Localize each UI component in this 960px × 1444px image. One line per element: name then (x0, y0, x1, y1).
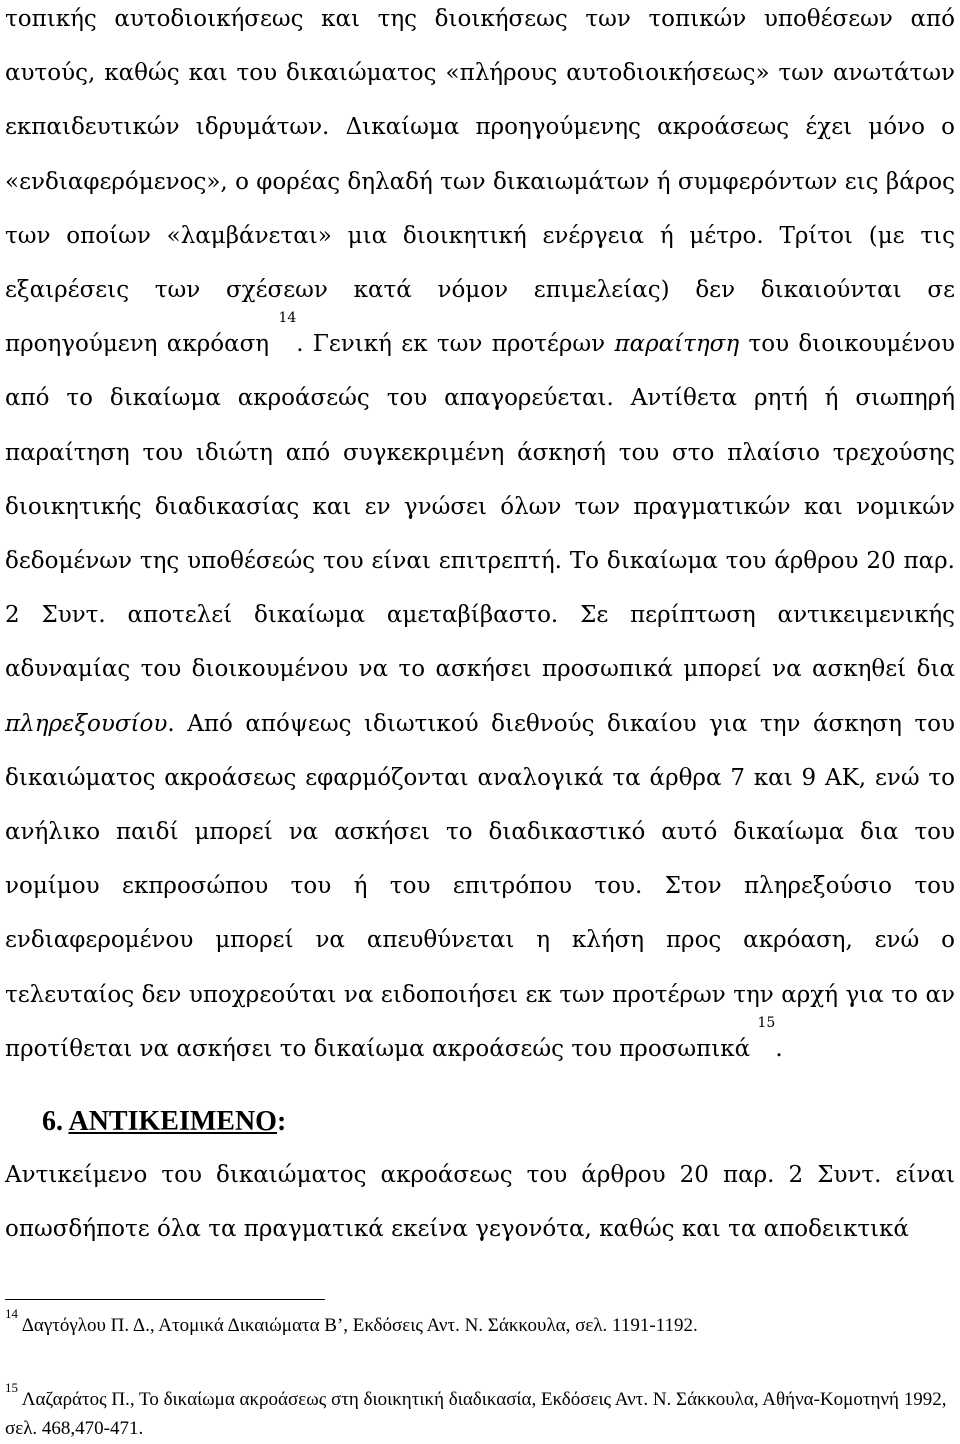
footnote-text: Λαζαράτος Π., Το δικαίωμα ακροάσεως στη διοικητική διαδικασία, Εκδόσεις Αντ. Ν. Σάκκουλα, Αθήνα-Κομοτηνή 1992, σελ. 468,470-471. (5, 1389, 947, 1439)
footnote-number: 14 (5, 1306, 18, 1321)
section-colon: : (276, 1106, 287, 1137)
footnote-ref-15[interactable]: 15 (757, 1014, 776, 1031)
footnote-number: 15 (5, 1380, 18, 1395)
footnote-separator (5, 1299, 325, 1300)
paragraph-object (5, 1148, 955, 1256)
section-number: 6. (42, 1106, 63, 1137)
section-heading (42, 1095, 286, 1149)
paragraph-text: του διοικουμένου από το δικαίωμα ακροάσεώς του απαγορεύεται. Αντίθετα ρητή ή σιωπηρή παραίτηση του ιδιώτη από συγκεκριμένη άσκησή του στο πλαίσιο τρεχούσης διοικητικής διαδικασίας και εν γνώσει όλων των πραγματικών και νομικών δεδομένων της υποθέσεώς του είναι επιτρεπτή. Το δικαίωμα του άρθρου 20 παρ. 2 Συντ. αποτελεί δικαίωμα αμεταβίβαστο. Σε περίπτωση αντικειμενικής αδυναμίας του διοικουμένου να το ασκήσει προσωπικά μπορεί να ασκηθεί δια (5, 331, 955, 683)
paragraph-text: . Από απόψεως ιδιωτικού διεθνούς δικαίου για την άσκηση του δικαιώματος ακροάσεως εφαρμόζονται αναλογικά τα άρθρα 7 και 9 ΑΚ, ενώ το ανήλικο παιδί μπορεί να ασκήσει το διαδικαστικό αυτό δικαίωμα δια του νομίμου εκπροσώπου του ή του επιτρόπου του. Στον πληρεξούσιο του ενδιαφερομένου μπορεί να απευθύνεται η κλήση προς ακρόαση, ενώ ο τελευταίος δεν υποχρεούται να ειδοποιήσει εκ των προτέρων την αρχή για το αν προτίθεται να ασκήσει το δικαίωμα ακροάσεώς του προσωπικά (5, 710, 955, 1062)
paragraph-text: Αντικείμενο του δικαιώματος ακροάσεως του άρθρου 20 παρ. 2 Συντ. είναι οπωσδήποτε όλα τα πραγματικά εκείνα γεγονότα, καθώς και τα αποδεικτικά (5, 1162, 955, 1243)
footnote-14 (5, 1306, 955, 1340)
footnote-text: Δαγτόγλου Π. Δ., Ατομικά Δικαιώματα Β’, Εκδόσεις Αντ. Ν. Σάκκουλα, σελ. 1191-1192. (21, 1315, 698, 1336)
paragraph-text: τοπικής αυτοδιοικήσεως και της διοικήσεως των τοπικών υποθέσεων από αυτούς, καθώς και του δικαιώματος «πλήρους αυτοδιοικήσεως» των ανωτάτων εκπαιδευτικών ιδρυμάτων. Δικαίωμα προηγούμενης ακροάσεως έχει μόνο ο «ενδιαφερόμενος», ο φορέας δηλαδή των δικαιωμάτων ή συμφερόντων εις βάρος των οποίων «λαμβάνεται» μια διοικητική ενέργεια ή μέτρο. Τρίτοι (με τις εξαιρέσεις των σχέσεων κατά νόμον επιμελείας) δεν δικαιούνται σε προηγούμενη ακρόαση (5, 6, 955, 358)
paragraph-text: . (775, 1035, 783, 1062)
emphasis-waiver: παραίτηση (614, 331, 740, 358)
paragraph-hearing-right (5, 0, 955, 1076)
paragraph-text: . Γενική εκ των προτέρων (296, 331, 606, 358)
emphasis-attorney: πληρεξουσίου (5, 710, 168, 737)
footnote-ref-14[interactable]: 14 (278, 310, 297, 327)
section-title: ΑΝΤΙΚΕΙΜΕΝΟ (68, 1106, 277, 1137)
footnote-15 (5, 1380, 955, 1443)
